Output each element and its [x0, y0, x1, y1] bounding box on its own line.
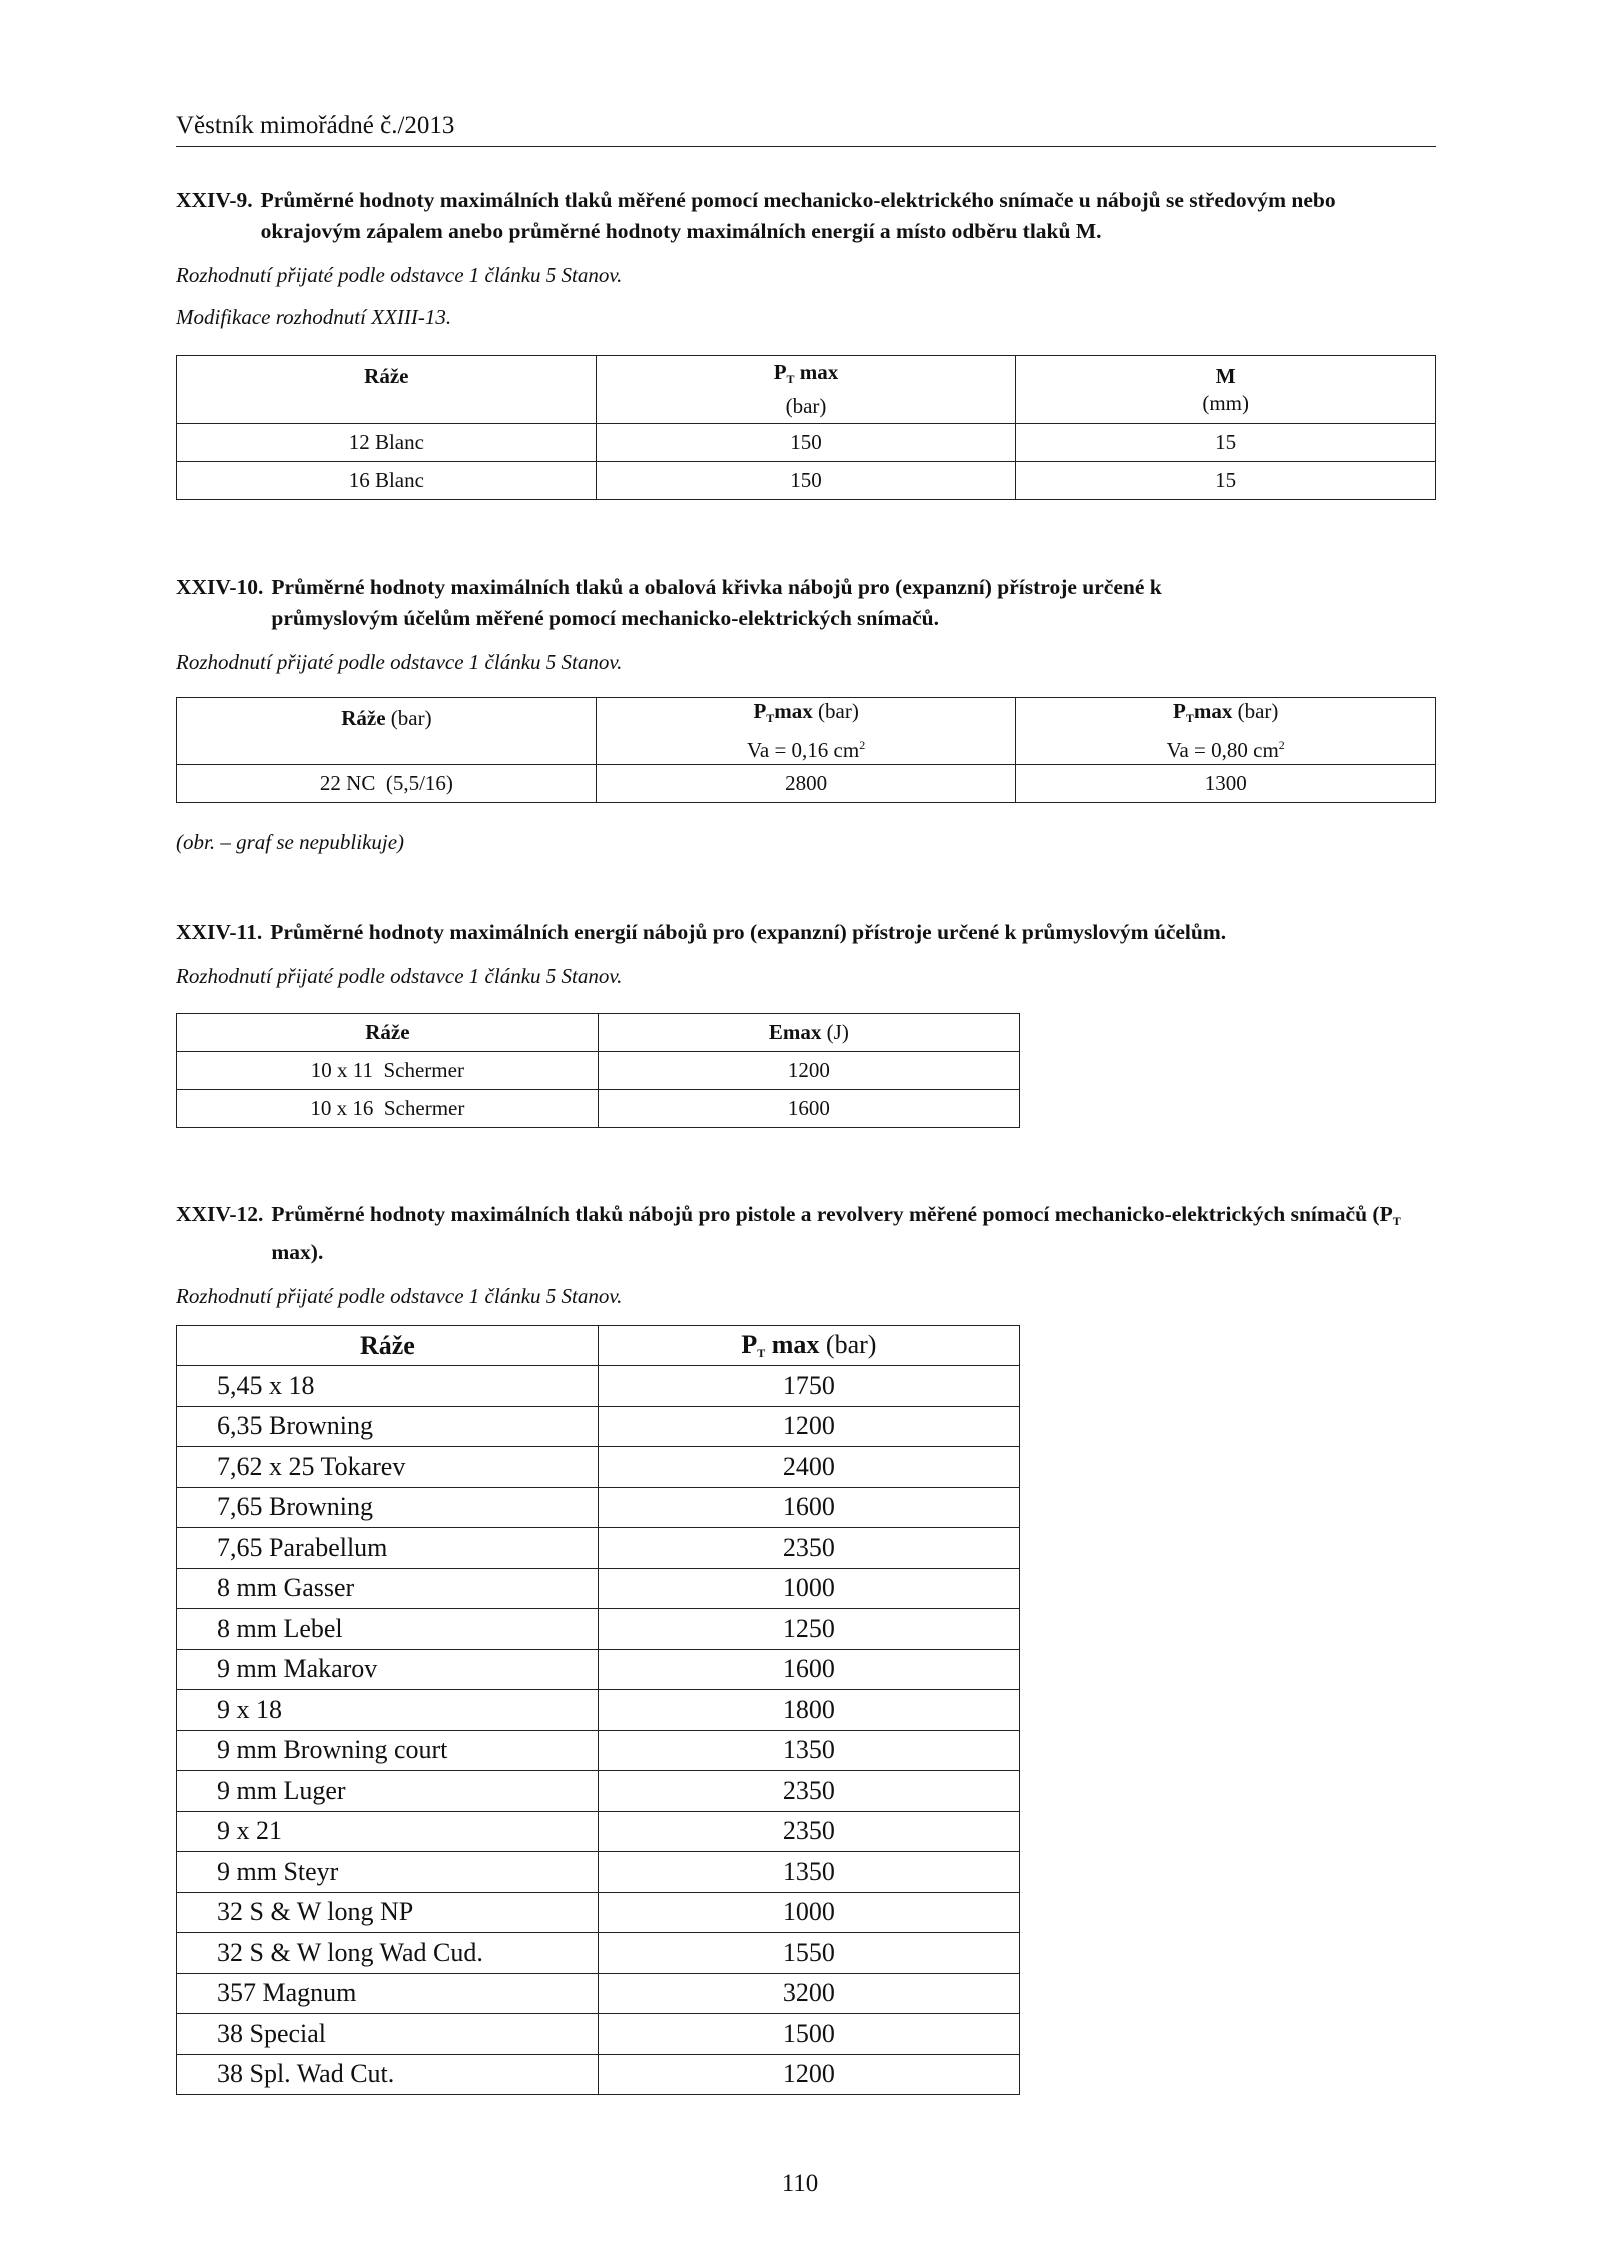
col-header-raze: Ráže (bar)	[177, 698, 597, 765]
section-heading	[176, 185, 1436, 247]
table-row	[177, 1973, 1020, 2014]
cell-raze: 9 mm Browning court	[177, 1730, 599, 1771]
cell-raze: 9 mm Steyr	[177, 1852, 599, 1893]
table-row	[177, 1933, 1020, 1974]
table-row	[177, 2054, 1020, 2095]
cell-emax: 1600	[598, 1090, 1019, 1128]
cell-raze: 38 Special	[177, 2014, 599, 2055]
table-row	[177, 1447, 1020, 1488]
section-xxiv-10	[176, 572, 1436, 676]
table-row	[177, 424, 1436, 462]
table-row	[177, 1528, 1020, 1569]
cell-pt-max: 2350	[598, 1528, 1019, 1569]
cell-pt-max: 1800	[598, 1690, 1019, 1731]
cell-raze: 32 S & W long Wad Cud.	[177, 1933, 599, 1974]
table-row	[177, 1852, 1020, 1893]
figure-footnote: (obr. – graf se nepublikuje)	[176, 830, 405, 854]
cell-raze: 7,62 x 25 Tokarev	[177, 1447, 599, 1488]
cell-emax: 1200	[598, 1052, 1019, 1090]
cell-raze: 7,65 Browning	[177, 1487, 599, 1528]
col-header-raze: Ráže	[177, 1014, 599, 1052]
col-header-raze: Ráže	[177, 1326, 599, 1366]
cell-pt-max: 1200	[598, 2054, 1019, 2095]
cell-m: 15	[1016, 424, 1436, 462]
table-row	[177, 765, 1436, 803]
decision-note: Rozhodnutí přijaté podle odstavce 1 článku 5 Stanov.	[176, 650, 623, 674]
cell-raze: 357 Magnum	[177, 1973, 599, 2014]
cell-pt-max: 2350	[598, 1811, 1019, 1852]
cell-pt-max: 1200	[598, 1406, 1019, 1447]
section-title: Průměrné hodnoty maximálních tlaků a obalová křivka nábojů pro (expanzní) přístroje určené k průmyslovým účelům měřené pomocí mechanicko-elektrických snímačů.	[271, 575, 1162, 630]
cell-raze: 8 mm Lebel	[177, 1609, 599, 1650]
col-header-raze: Ráže	[177, 356, 597, 424]
table-row	[177, 1892, 1020, 1933]
table-row	[177, 1090, 1020, 1128]
cell-pt-max: 1550	[598, 1933, 1019, 1974]
cell-pt-max-va-016: 2800	[596, 765, 1016, 803]
table-row	[177, 1690, 1020, 1731]
cell-raze: 38 Spl. Wad Cut.	[177, 2054, 599, 2095]
cell-pt-max: 1500	[598, 2014, 1019, 2055]
decision-note: Rozhodnutí přijaté podle odstavce 1 článku 5 Stanov.	[176, 1284, 623, 1308]
section-code: XXIV-9.	[176, 188, 253, 212]
col-header-emax: Emax (J)	[598, 1014, 1019, 1052]
modification-note: Modifikace rozhodnutí XXIII-13.	[176, 305, 452, 329]
cell-pt-max: 1000	[598, 1892, 1019, 1933]
cell-pt-max: 3200	[598, 1973, 1019, 2014]
section-xxiv-9	[176, 185, 1436, 331]
cell-raze: 32 S & W long NP	[177, 1892, 599, 1933]
cell-pt-max: 1350	[598, 1730, 1019, 1771]
cell-m: 15	[1016, 462, 1436, 500]
section-xxiv-12	[176, 1199, 1436, 1310]
col-header-pt-max: $P_T$ max (bar)	[598, 1326, 1019, 1366]
cell-raze: 10 x 16 Schermer	[177, 1090, 599, 1128]
table-row	[177, 1406, 1020, 1447]
table-row	[177, 1487, 1020, 1528]
cell-raze: 9 mm Luger	[177, 1771, 599, 1812]
cell-pt-max: 2350	[598, 1771, 1019, 1812]
cell-raze: 6,35 Browning	[177, 1406, 599, 1447]
cell-raze: 22 NC (5,5/16)	[177, 765, 597, 803]
table-row	[177, 1052, 1020, 1090]
cell-raze: 7,65 Parabellum	[177, 1528, 599, 1569]
col-header-pt-max: $P_T$ max (bar)	[596, 356, 1016, 424]
col-header-m: M (mm)	[1016, 356, 1436, 424]
section-xxiv-11	[176, 917, 1436, 990]
table-header-row	[177, 698, 1436, 765]
table-row	[177, 462, 1436, 500]
cell-raze: 10 x 11 Schermer	[177, 1052, 599, 1090]
section-heading	[176, 917, 1436, 948]
cell-pt-max-va-080: 1300	[1016, 765, 1436, 803]
table-xxiv-12	[176, 1325, 1020, 2095]
cell-pt-max: 1750	[598, 1366, 1019, 1407]
cell-pt-max: 150	[596, 424, 1016, 462]
section-code: XXIV-11.	[176, 920, 263, 944]
col-header-pt-max-va-080: $P_T\max$ (bar) Va = 0,80 $cm^2$	[1016, 698, 1436, 765]
cell-pt-max: 1600	[598, 1649, 1019, 1690]
table-header-row	[177, 1014, 1020, 1052]
cell-raze: 9 mm Makarov	[177, 1649, 599, 1690]
table-xxiv-9	[176, 355, 1436, 500]
cell-pt-max: 1250	[598, 1609, 1019, 1650]
table-xxiv-11	[176, 1013, 1020, 1128]
table-row	[177, 1366, 1020, 1407]
cell-pt-max: 1350	[598, 1852, 1019, 1893]
cell-raze: 9 x 21	[177, 1811, 599, 1852]
section-title: Průměrné hodnoty maximálních tlaků nábojů pro pistole a revolvery měřené pomocí mechanicko-elektrických snímačů ($P_T$ max).	[271, 1202, 1401, 1264]
section-title: Průměrné hodnoty maximálních tlaků měřené pomocí mechanicko-elektrického snímače u nábojů se středovým nebo okrajovým zápalem anebo průměrné hodnoty maximálních energií a místo odběru tlaků M.	[260, 188, 1336, 243]
table-row	[177, 1730, 1020, 1771]
section-heading	[176, 572, 1436, 634]
cell-raze: 5,45 x 18	[177, 1366, 599, 1407]
cell-pt-max: 1000	[598, 1568, 1019, 1609]
table-header-row	[177, 356, 1436, 424]
cell-pt-max: 1600	[598, 1487, 1019, 1528]
section-code: XXIV-12.	[176, 1202, 264, 1226]
section-code: XXIV-10.	[176, 575, 264, 599]
page-number: 110	[781, 2170, 819, 2197]
decision-note: Rozhodnutí přijaté podle odstavce 1 článku 5 Stanov.	[176, 263, 623, 287]
table-row	[177, 2014, 1020, 2055]
decision-note: Rozhodnutí přijaté podle odstavce 1 článku 5 Stanov.	[176, 964, 623, 988]
table-xxiv-10	[176, 697, 1436, 803]
table-row	[177, 1811, 1020, 1852]
header-divider	[176, 146, 1436, 147]
table-row	[177, 1649, 1020, 1690]
cell-raze: 16 Blanc	[177, 462, 597, 500]
cell-pt-max: 2400	[598, 1447, 1019, 1488]
table-row	[177, 1771, 1020, 1812]
cell-raze: 12 Blanc	[177, 424, 597, 462]
cell-raze: 8 mm Gasser	[177, 1568, 599, 1609]
journal-title: Věstník mimořádné č./2013	[176, 112, 455, 139]
section-heading	[176, 1199, 1436, 1268]
section-title: Průměrné hodnoty maximálních energií nábojů pro (expanzní) přístroje určené k průmyslovým účelům.	[270, 920, 1227, 944]
table-header-row	[177, 1326, 1020, 1366]
col-header-pt-max-va-016: $P_T\max$ (bar) Va = 0,16 $cm^2$	[596, 698, 1016, 765]
table-row	[177, 1609, 1020, 1650]
table-row	[177, 1568, 1020, 1609]
cell-pt-max: 150	[596, 462, 1016, 500]
cell-raze: 9 x 18	[177, 1690, 599, 1731]
